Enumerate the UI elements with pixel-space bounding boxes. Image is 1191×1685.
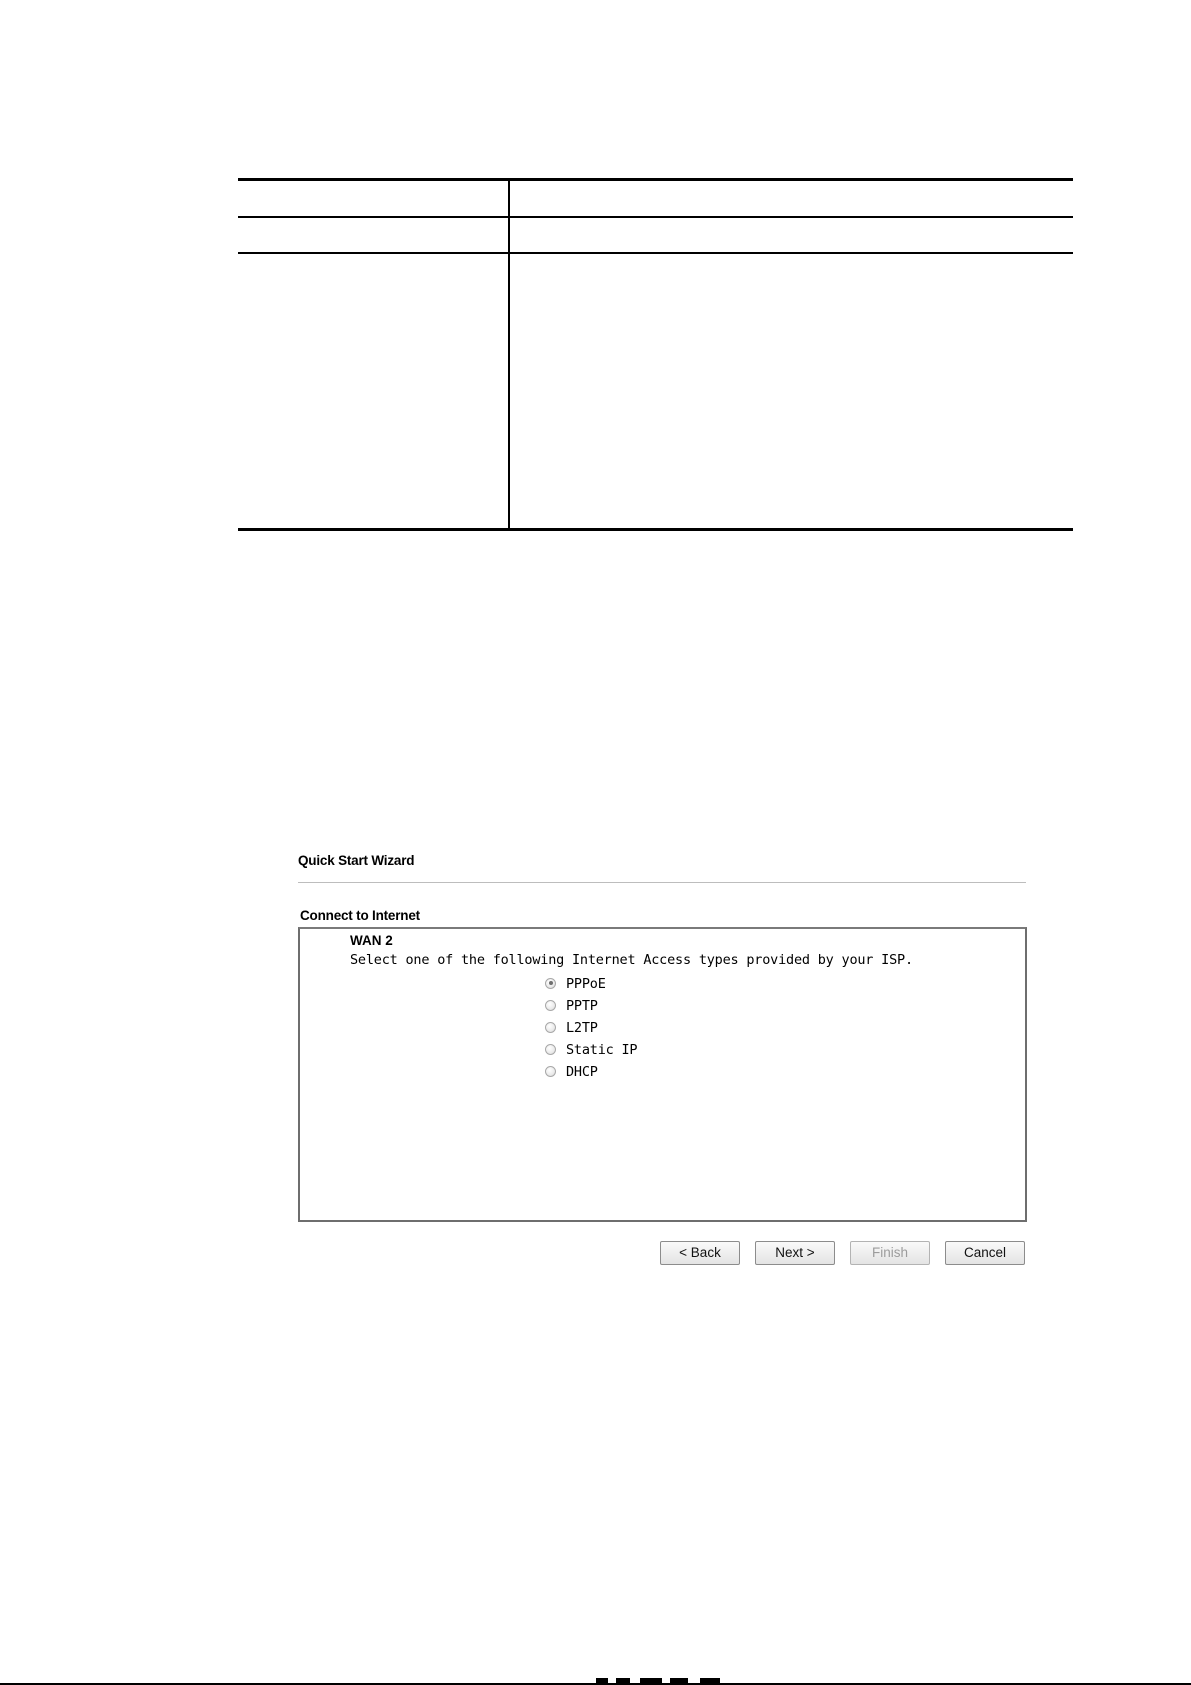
radio-label[interactable]: PPTP [566,998,598,1014]
access-type-radio-group [545,972,637,1082]
document-table [238,178,1073,531]
section-title: Connect to Internet [300,908,420,923]
footer-mark [670,1678,688,1683]
radio-label[interactable]: Static IP [566,1042,638,1058]
table-column-divider [508,181,510,528]
radio-option-pptp[interactable] [545,994,637,1016]
footer-mark [700,1678,720,1683]
radio-label[interactable]: L2TP [566,1020,598,1036]
cancel-button[interactable]: Cancel [945,1241,1025,1265]
radio-button-l2tp[interactable] [545,1022,556,1033]
radio-option-pppoe[interactable] [545,972,637,994]
footer-mark [640,1678,662,1683]
radio-option-static-ip[interactable] [545,1038,637,1060]
footer-mark [596,1678,608,1683]
footer-mark [616,1678,630,1683]
radio-label[interactable]: DHCP [566,1064,598,1080]
radio-label[interactable]: PPPoE [566,976,606,992]
wizard-title: Quick Start Wizard [298,853,415,868]
wizard-title-divider [298,882,1026,883]
table-top-rule [238,178,1073,181]
wan-label: WAN 2 [350,933,393,948]
radio-option-dhcp[interactable] [545,1060,637,1082]
finish-button: Finish [850,1241,930,1265]
instruction-text: Select one of the following Internet Access types provided by your ISP. [350,952,913,968]
radio-button-dhcp[interactable] [545,1066,556,1077]
table-row-divider [238,252,1073,254]
radio-button-pptp[interactable] [545,1000,556,1011]
back-button[interactable]: < Back [660,1241,740,1265]
table-row-divider [238,216,1073,218]
radio-option-l2tp[interactable] [545,1016,637,1038]
radio-button-pppoe[interactable] [545,978,556,989]
next-button[interactable]: Next > [755,1241,835,1265]
radio-button-static-ip[interactable] [545,1044,556,1055]
table-bottom-rule [238,528,1073,531]
wizard-panel [298,927,1027,1222]
